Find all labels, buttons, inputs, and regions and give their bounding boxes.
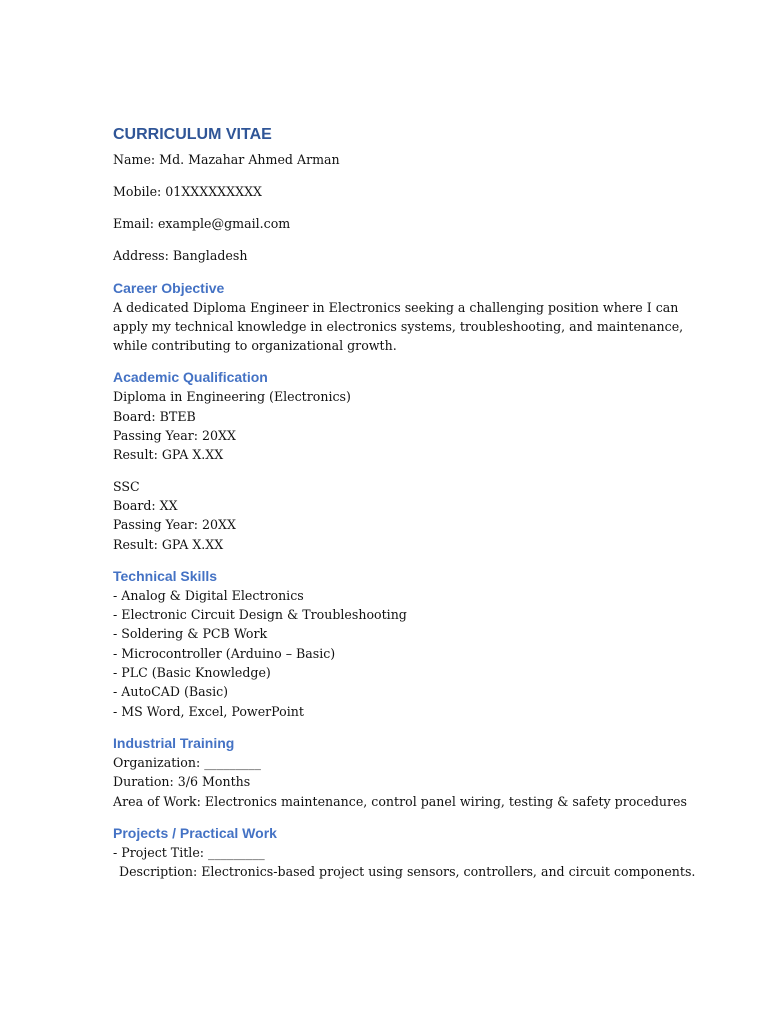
ssc-degree: SSC <box>113 478 140 494</box>
career-line: apply my technical knowledge in electronics systems, troubleshooting, and maintenance, <box>113 318 684 334</box>
career-objective-heading: Career Objective <box>113 279 225 296</box>
training-area: Area of Work: Electronics maintenance, control panel wiring, testing & safety procedures <box>113 793 687 809</box>
training-organization: Organization: _________ <box>113 754 261 770</box>
cv-document <box>113 124 696 893</box>
project-title: - Project Title: _________ <box>113 844 265 860</box>
ssc-result: Result: GPA X.XX <box>113 536 224 552</box>
name-line: Name: Md. Mazahar Ahmed Arman <box>113 152 340 167</box>
skill-item: - MS Word, Excel, PowerPoint <box>113 703 304 719</box>
training-duration: Duration: 3/6 Months <box>113 774 251 790</box>
email-line: Email: example@gmail.com <box>113 215 291 231</box>
technical-skills-heading: Technical Skills <box>113 567 218 584</box>
industrial-training-heading: Industrial Training <box>113 734 235 751</box>
projects-section <box>113 823 696 882</box>
diploma-degree: Diploma in Engineering (Electronics) <box>113 389 351 405</box>
skill-item: - Analog & Digital Electronics <box>113 587 304 603</box>
skill-item: - Electronic Circuit Design & Troubleshooting <box>113 607 407 623</box>
academic-heading: Academic Qualification <box>113 369 268 386</box>
industrial-training-section <box>113 733 687 811</box>
diploma-board: Board: BTEB <box>113 408 196 424</box>
skill-item: - Microcontroller (Arduino – Basic) <box>113 645 336 661</box>
projects-heading: Projects / Practical Work <box>113 824 277 841</box>
diploma-entry <box>113 387 673 464</box>
diploma-result: Result: GPA X.XX <box>113 447 224 463</box>
skill-item: - PLC (Basic Knowledge) <box>113 665 271 681</box>
ssc-year: Passing Year: 20XX <box>113 517 236 533</box>
document-title: CURRICULUM VITAE <box>113 126 272 143</box>
skill-item: - Soldering & PCB Work <box>113 626 268 642</box>
address-line: Address: Bangladesh <box>113 247 248 263</box>
contact-section <box>113 150 673 265</box>
academic-section <box>113 367 673 553</box>
project-description: Description: Electronics-based project using sensors, controllers, and circuit components. <box>119 864 696 880</box>
career-line: while contributing to organizational growth. <box>113 338 397 354</box>
career-objective-section <box>113 278 684 356</box>
career-line: A dedicated Diploma Engineer in Electronics seeking a challenging position where I can <box>113 299 679 315</box>
diploma-year: Passing Year: 20XX <box>113 428 236 444</box>
technical-skills-section <box>113 566 673 721</box>
skill-item: - AutoCAD (Basic) <box>113 684 229 700</box>
ssc-entry <box>113 477 673 554</box>
ssc-board: Board: XX <box>113 497 178 513</box>
mobile-line: Mobile: 01XXXXXXXXX <box>113 183 263 199</box>
